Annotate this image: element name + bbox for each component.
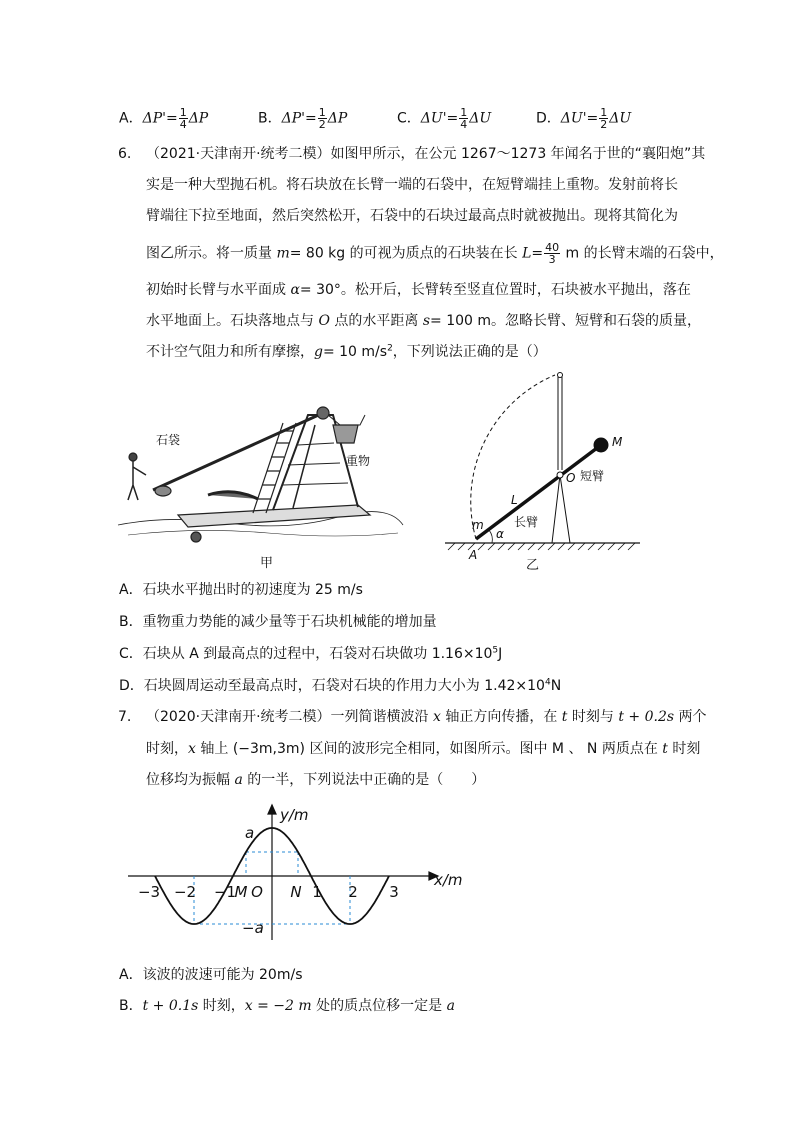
wave-graph <box>118 800 478 950</box>
text: 初始时长臂与水平面成 <box>146 282 291 298</box>
x-axis-label: x/m <box>434 871 463 889</box>
label-O: O <box>566 471 576 485</box>
tick-label: 3 <box>389 883 399 901</box>
var-x: x <box>188 741 196 757</box>
text: 点的水平距离 <box>329 313 423 329</box>
q5-option-c <box>397 107 491 130</box>
text: C．石块从 A 到最高点的过程中，石袋对石块做功 1.16×10 <box>119 646 493 662</box>
q5-option-b <box>258 107 347 130</box>
superscript: 2 <box>387 343 393 354</box>
tick-labels <box>138 883 399 901</box>
var-O: O <box>318 313 330 329</box>
var-s: s <box>422 313 431 329</box>
text: 不计空气阻力和所有摩擦， <box>146 344 314 360</box>
denominator: 2 <box>600 118 608 131</box>
option-label: A． <box>119 110 143 127</box>
var-t: t <box>662 741 668 757</box>
tick-label: O <box>251 883 263 901</box>
label-stone-bag: 石袋 <box>156 433 181 447</box>
text: m 的长臂末端的石袋中， <box>561 245 724 262</box>
q6-option-c <box>119 644 502 664</box>
var-t: t <box>561 709 568 725</box>
q6-stem-line1: （2021·天津南开·统考二模）如图甲所示，在公元 1267～1273 年闻名于世的“襄阳炮”其 <box>146 146 706 162</box>
var-alpha: α <box>290 282 300 298</box>
text: ，下列说法正确的是（） <box>392 344 547 360</box>
text: 时刻 <box>667 741 701 757</box>
text: 轴上 <box>195 741 233 757</box>
text: N <box>550 678 562 694</box>
expr: t + 0.2s <box>618 709 675 725</box>
text: 位移均为振幅 <box>146 772 235 788</box>
neg-amplitude-label: −a <box>242 919 264 937</box>
q6-option-b: B．重物重力势能的减少量等于石块机械能的增加量 <box>119 614 437 630</box>
fraction-40-3 <box>544 242 560 265</box>
superscript: 5 <box>492 645 499 656</box>
option-lhs: ΔU'= <box>560 110 599 127</box>
numerator: 40 <box>545 241 560 254</box>
option-lhs: ΔU'= <box>420 110 459 127</box>
q7-option-b <box>119 996 455 1016</box>
option-lhs: ΔP'= <box>142 110 178 127</box>
text: 时刻， <box>198 998 245 1014</box>
label-M: M <box>612 435 623 449</box>
text: 时刻与 <box>567 709 619 725</box>
tick-label: −1 <box>213 883 237 901</box>
option-rhs: ΔP <box>188 110 209 127</box>
q6-stem-line2: 实是一种大型抛石机。将石块放在长臂一端的石袋中，在短臂端挂上重物。发射前将长 <box>146 177 678 193</box>
option-rhs: ΔP <box>327 110 348 127</box>
text: D．石块圆周运动至最高点时，石袋对石块的作用力大小为 1.42×10 <box>119 678 545 694</box>
numerator: 1 <box>318 106 326 119</box>
y-axis-arrow <box>268 805 276 814</box>
q7-stem-line2 <box>146 739 700 759</box>
label-short-arm: 短臂 <box>580 469 605 483</box>
text: 图乙所示。将一质量 <box>146 245 277 262</box>
var-x: x <box>432 709 441 725</box>
y-axis-label: y/m <box>280 806 309 824</box>
denominator: 2 <box>318 118 326 131</box>
denominator: 4 <box>179 118 187 131</box>
amplitude-label: a <box>245 824 255 842</box>
text: 区间的波形完全相同，如图所示。图中 M 、 N 两质点在 <box>305 741 663 757</box>
numerator: 1 <box>179 106 187 119</box>
label-A: A <box>469 548 478 562</box>
label-alpha: α <box>496 527 504 541</box>
text: = 30°。松开后，长臂转至竖直位置时，石块被水平抛出，落在 <box>299 282 691 298</box>
q6-stem-line3: 臂端往下拉至地面，然后突然松开，石袋中的石块过最高点时就被抛出。现将其简化为 <box>146 208 678 224</box>
label-long-arm: 长臂 <box>514 515 539 529</box>
option-label: C． <box>397 110 421 127</box>
q7-option-a: A．该波的波速可能为 20m/s <box>119 967 303 983</box>
text: B． <box>119 998 143 1014</box>
figure-yi-diagram <box>440 365 650 575</box>
tick-label: 1 <box>312 883 322 901</box>
text: = 100 m。忽略长臂、短臂和石袋的质量， <box>430 313 702 329</box>
option-label: B． <box>258 110 282 127</box>
label-m: m <box>472 518 484 532</box>
q6-number: 6. <box>118 146 132 162</box>
denominator: 3 <box>548 253 556 266</box>
var-m: m <box>276 245 290 262</box>
var-g: g <box>314 344 323 360</box>
numerator: 1 <box>460 106 468 119</box>
text: 两个 <box>674 709 707 725</box>
q6-stem-line7 <box>146 342 547 362</box>
text: J <box>498 646 503 662</box>
text: = 80 kg 的可视为质点的石块装在长 <box>289 245 523 262</box>
q5-option-a <box>119 107 208 130</box>
var-L: L <box>522 245 532 262</box>
fraction <box>179 107 188 130</box>
numerator: 1 <box>600 106 608 119</box>
q6-option-d <box>119 676 561 696</box>
var-a: a <box>234 772 243 788</box>
superscript: 4 <box>544 677 551 688</box>
fraction <box>459 107 468 130</box>
fraction <box>599 107 608 130</box>
option-rhs: ΔU <box>469 110 492 127</box>
text: 水平地面上。石块落地点与 <box>146 313 319 329</box>
text: = 10 m/s <box>322 344 388 360</box>
label-weight: 重物 <box>346 454 371 468</box>
interval: (−3m,3m) <box>232 741 306 757</box>
text: （2020·天津南开·统考二模）一列简谐横波沿 <box>146 709 433 725</box>
q6-stem-line4 <box>146 242 724 265</box>
q6-stem-line5 <box>146 280 691 300</box>
q6-stem-line6 <box>146 311 701 331</box>
q7-number: 7. <box>118 709 132 725</box>
text: 时刻， <box>146 741 188 757</box>
text: 处的质点位移一定是 <box>311 998 447 1014</box>
text: 的一半，下列说法中正确的是（ ） <box>242 772 486 788</box>
var-a: a <box>446 998 455 1014</box>
text: = <box>531 245 544 262</box>
tick-label: M <box>234 883 248 901</box>
label-L: L <box>511 493 518 507</box>
q6-option-a: A．石块水平抛出时的初速度为 25 m/s <box>119 582 363 598</box>
q5-option-d <box>536 107 631 130</box>
fraction <box>318 107 327 130</box>
tick-label: N <box>290 883 302 901</box>
tick-label: −2 <box>173 883 197 901</box>
text: 轴正方向传播，在 <box>440 709 562 725</box>
caption-yi: 乙 <box>526 558 540 573</box>
tick-label: −3 <box>137 883 161 901</box>
figure-jia-catapult <box>108 395 408 570</box>
q7-stem-line1 <box>146 707 707 727</box>
tick-label: 2 <box>348 883 358 901</box>
denominator: 4 <box>460 118 468 131</box>
q7-stem-line3 <box>146 770 485 790</box>
expr: t + 0.1s <box>142 998 199 1014</box>
option-lhs: ΔP'= <box>281 110 317 127</box>
caption-jia: 甲 <box>260 556 274 570</box>
option-rhs: ΔU <box>609 110 632 127</box>
option-label: D． <box>536 110 561 127</box>
expr: x = −2 m <box>244 998 312 1014</box>
